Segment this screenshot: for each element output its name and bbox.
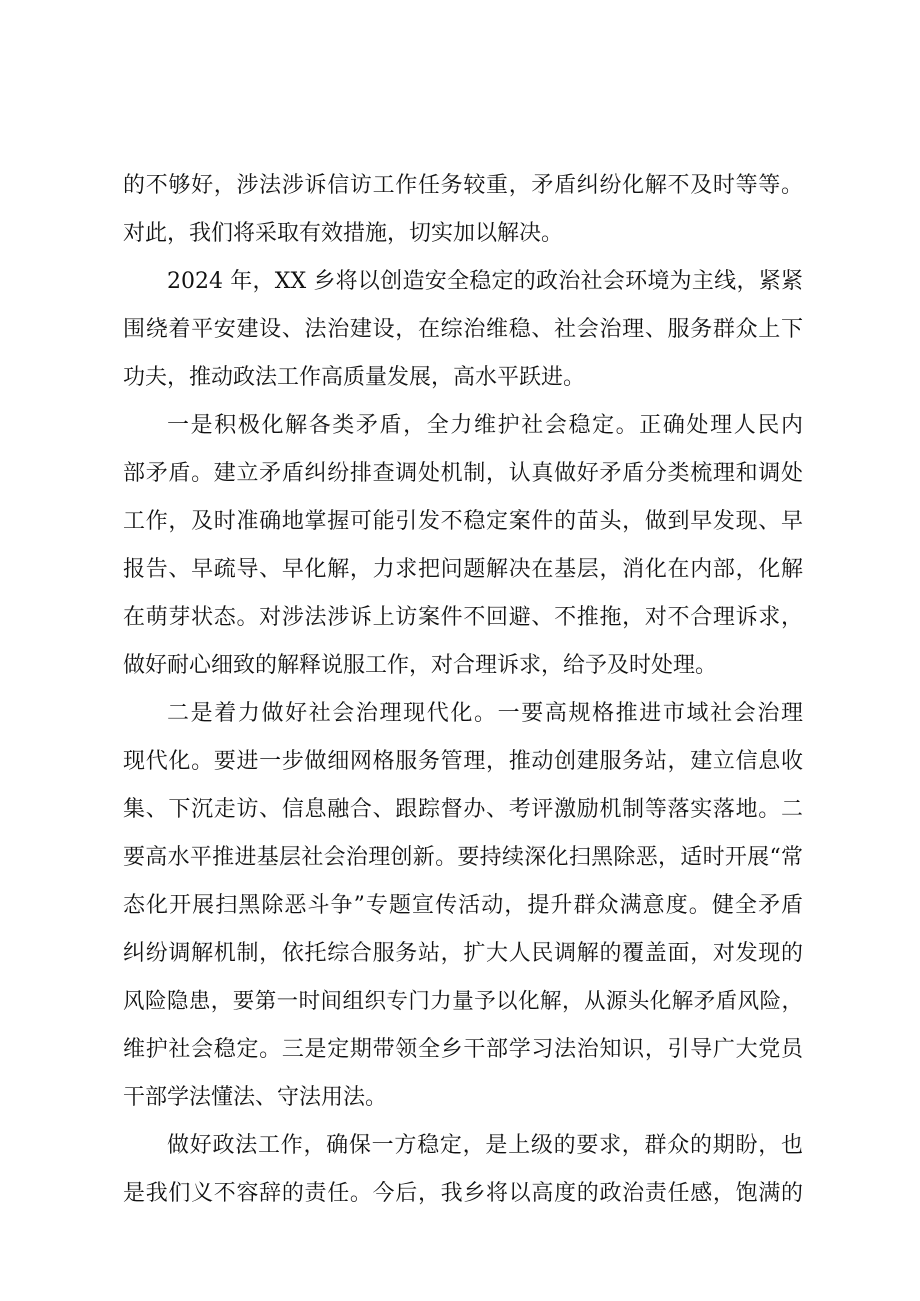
text-line: 对此，我们将采取有效措施，切实加以解决。	[123, 221, 564, 246]
paragraph-3	[123, 402, 803, 690]
paragraph-1	[123, 162, 803, 258]
text-line: 是我们义不容辞的责任。今后，我乡将以高度的政治责任感，饱满的	[123, 1181, 803, 1206]
text-line: 态化开展扫黑除恶斗争”专题宣传活动，提升群众满意度。健全矛盾	[123, 893, 803, 918]
text-line: 部矛盾。建立矛盾纠纷排查调处机制，认真做好矛盾分类梳理和调处	[123, 461, 803, 486]
text-line: 二是着力做好社会治理现代化。一要高规格推进市域社会治理	[167, 701, 803, 726]
text-line: 现代化。要进一步做细网格服务管理，推动创建服务站，建立信息收	[123, 749, 803, 774]
text-line: 风险隐患，要第一时间组织专门力量予以化解，从源头化解矛盾风险，	[123, 989, 803, 1014]
document-body	[123, 162, 803, 1218]
text-line: 干部学法懂法、守法用法。	[123, 1085, 388, 1110]
text-line: 一是积极化解各类矛盾，全力维护社会稳定。正确处理人民内	[167, 413, 803, 438]
text-line: 2024 年，XX 乡将以创造安全稳定的政治社会环境为主线，紧紧	[167, 269, 803, 294]
text-line: 功夫，推动政法工作高质量发展，高水平跃进。	[123, 365, 586, 390]
paragraph-5	[123, 1122, 803, 1218]
text-line: 集、下沉走访、信息融合、跟踪督办、考评激励机制等落实落地。二	[123, 797, 803, 822]
paragraph-2	[123, 258, 803, 402]
text-line: 的不够好，涉法涉诉信访工作任务较重，矛盾纠纷化解不及时等等。	[123, 173, 803, 198]
text-line: 报告、早疏导、早化解，力求把问题解决在基层，消化在内部，化解	[123, 557, 803, 582]
text-line: 纠纷调解机制，依托综合服务站，扩大人民调解的覆盖面，对发现的	[123, 941, 803, 966]
text-line: 维护社会稳定。三是定期带领全乡干部学习法治知识，引导广大党员	[123, 1037, 803, 1062]
text-line: 做好耐心细致的解释说服工作，对合理诉求，给予及时处理。	[123, 653, 718, 678]
text-line: 工作，及时准确地掌握可能引发不稳定案件的苗头，做到早发现、早	[123, 509, 803, 534]
paragraph-4	[123, 690, 803, 1122]
text-line: 在萌芽状态。对涉法涉诉上访案件不回避、不推拖，对不合理诉求，	[123, 605, 803, 630]
text-line: 做好政法工作，确保一方稳定，是上级的要求，群众的期盼，也	[167, 1133, 803, 1158]
text-line: 围绕着平安建设、法治建设，在综治维稳、社会治理、服务群众上下	[123, 317, 803, 342]
text-line: 要高水平推进基层社会治理创新。要持续深化扫黑除恶，适时开展“常	[123, 845, 803, 870]
